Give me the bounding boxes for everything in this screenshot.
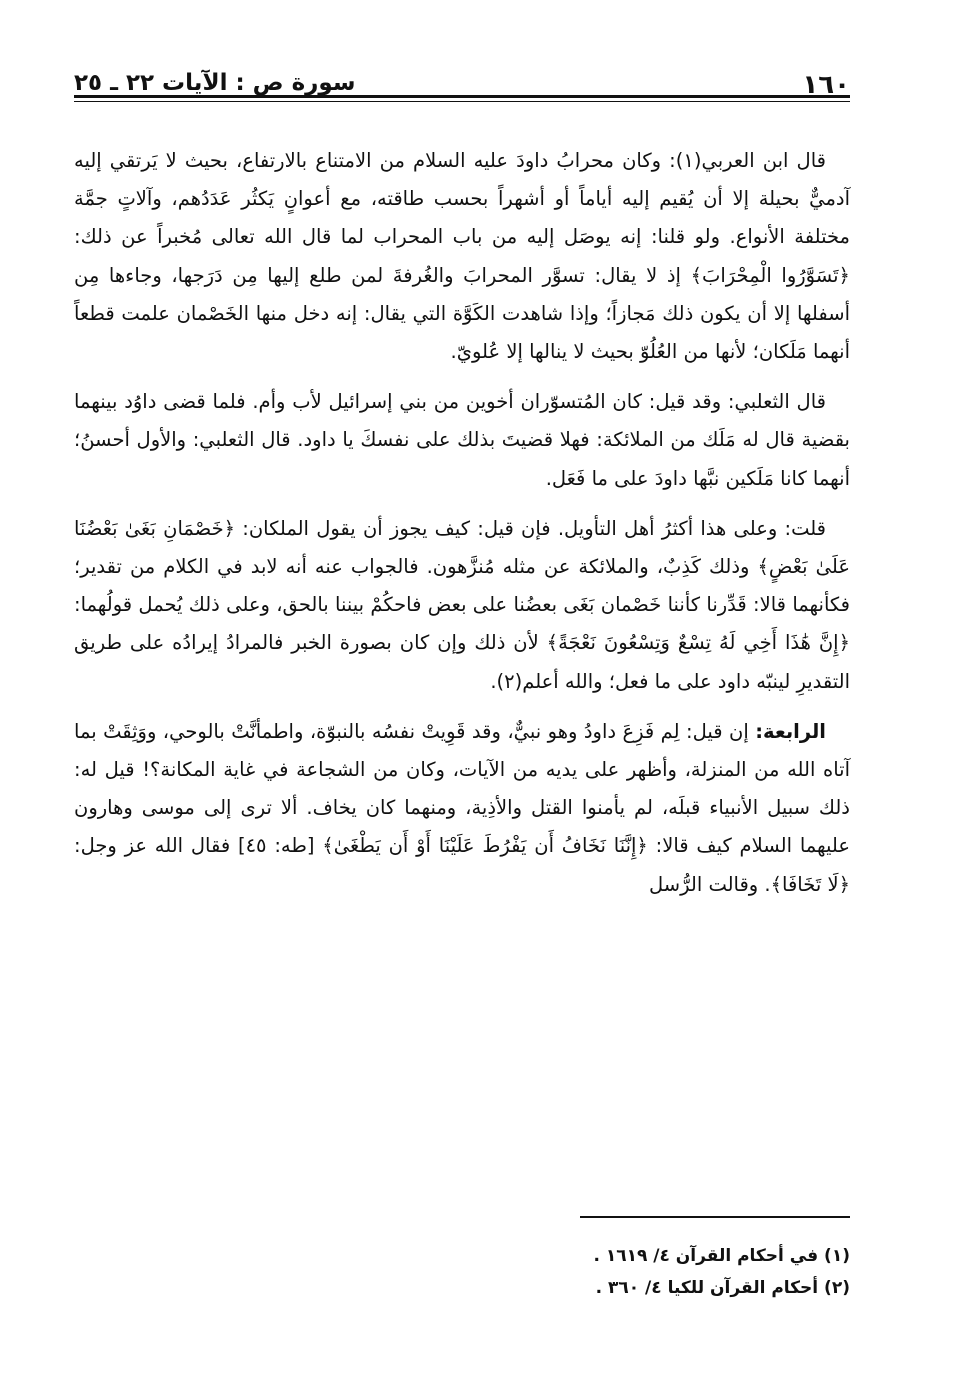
running-head: سورة ص : الآيات ٢٢ ـ ٢٥ — [74, 70, 356, 96]
paragraph — [74, 713, 850, 904]
footnote: (١) في أحكام القرآن ٤/ ١٦١٩ . — [593, 1246, 850, 1266]
body-text — [74, 142, 850, 916]
paragraph-text: قلت: وعلى هذا أكثرُ أهل التأويل. فإن قيل: كيف يجوز أن يقول الملكان: ﴿خَصْمَانِ بَغَىٰ بَعْضُنَا عَلَىٰ بَعْضٍ﴾ وذلك كَذِبٌ، والملائكة عن مثله مُنزَّهون. فالجواب عنه أنه لابد في الكلام من تقدير؛ فكأنهما قالا: قَدِّرنا كأننا خَصْمان بَغَى بعضُنا على بعض فاحكُمْ بيننا بالحق، وعلى ذلك يُحمل قولُهما: ﴿إِنَّ هَٰذَا أَخِي لَهُ تِسْعٌ وَتِسْعُونَ نَعْجَةً﴾ لأن ذلك وإن كان بصورة الخبر فالمرادُ إيرادُه على طريق التقديرِ لينبّه داود على ما فعل؛ والله أعلم(٢). — [74, 516, 850, 693]
paragraph — [74, 510, 850, 701]
footnote: (٢) أحكام القرآن للكيا ٤/ ٣٦٠ . — [595, 1278, 850, 1298]
paragraph-text: قال الثعلبي: وقد قيل: كان المُتسوّران أخوين من بني إسرائيل لأب وأم. فلما قضى داوُد بينهما بقضية قال له مَلَك من الملائكة: فهلا قضيتَ بذلك على نفسكَ يا داود. قال الثعلبي: والأول أحسنُ؛ أنهما كانا مَلَكين نبَّها داودَ على ما فَعَل. — [74, 390, 850, 490]
paragraph-text: قال ابن العربي(١): وكان محرابُ داودَ عليه السلام من الامتناع بالارتفاع، بحيث لا يَرتقي إليه آدميٌّ بحيلة إلا أن يُقيم إليه أياماً أو أشهراً بحسب طاقته، مع أعوانٍ يَكثُر عَدَدُهم، وآلاتٍ جمَّة مختلفة الأنواع. ولو قلنا: إنه يوصَل إليه من باب المحراب لما قال الله تعالى مُخبراً عن ذلك: ﴿تَسَوَّرُوا الْمِحْرَابَ﴾ إذ لا يقال: تسوَّر المحرابَ والغُرفةَ لمن طلع إليها مِن دَرَجها، وجاءها مِن أسفلها إلا أن يكون ذلك مَجازاً؛ وإذا شاهدت الكَوَّة التي يقال: إنه دخل منها الخَصْمان علمت قطعاً أنهما مَلَكان؛ لأنها من العُلُوّ بحيث لا ينالها إلا عُلويّ. — [74, 149, 850, 364]
page-header — [74, 58, 850, 102]
footnote-rule — [580, 1216, 850, 1218]
footnotes — [170, 1240, 850, 1304]
paragraph — [74, 142, 850, 371]
header-rule — [74, 95, 850, 102]
paragraph-lead: الرابعة: — [755, 719, 826, 743]
page-number: ١٦٠ — [802, 70, 850, 100]
paragraph — [74, 383, 850, 498]
paragraph-text: إن قيل: لِم فَزِعَ داودُ وهو نبيٌّ، وقد قَوِيتْ نفسُه بالنبوّة، واطمأنَّتْ بالوحي، ووَثِقَتْ بما آتاه الله من المنزلة، وأظهر على يديه من الآيات، وكان من الشجاعة في غاية المكانة؟! قيل له: ذلك سبيل الأنبياء قبلَه، لم يأمنوا القتل والأذِية، ومنهما كان يخاف. ألا ترى إلى موسى وهارون عليهما السلام كيف قالا: ﴿إِنَّنَا نَخَافُ أَن يَفْرُطَ عَلَيْنَا أَوْ أَن يَطْغَىٰ﴾ [طه: ٤٥] فقال الله عز وجل: ﴿لَا تَخَافَا﴾. وقالت الرُّسل — [74, 719, 850, 896]
